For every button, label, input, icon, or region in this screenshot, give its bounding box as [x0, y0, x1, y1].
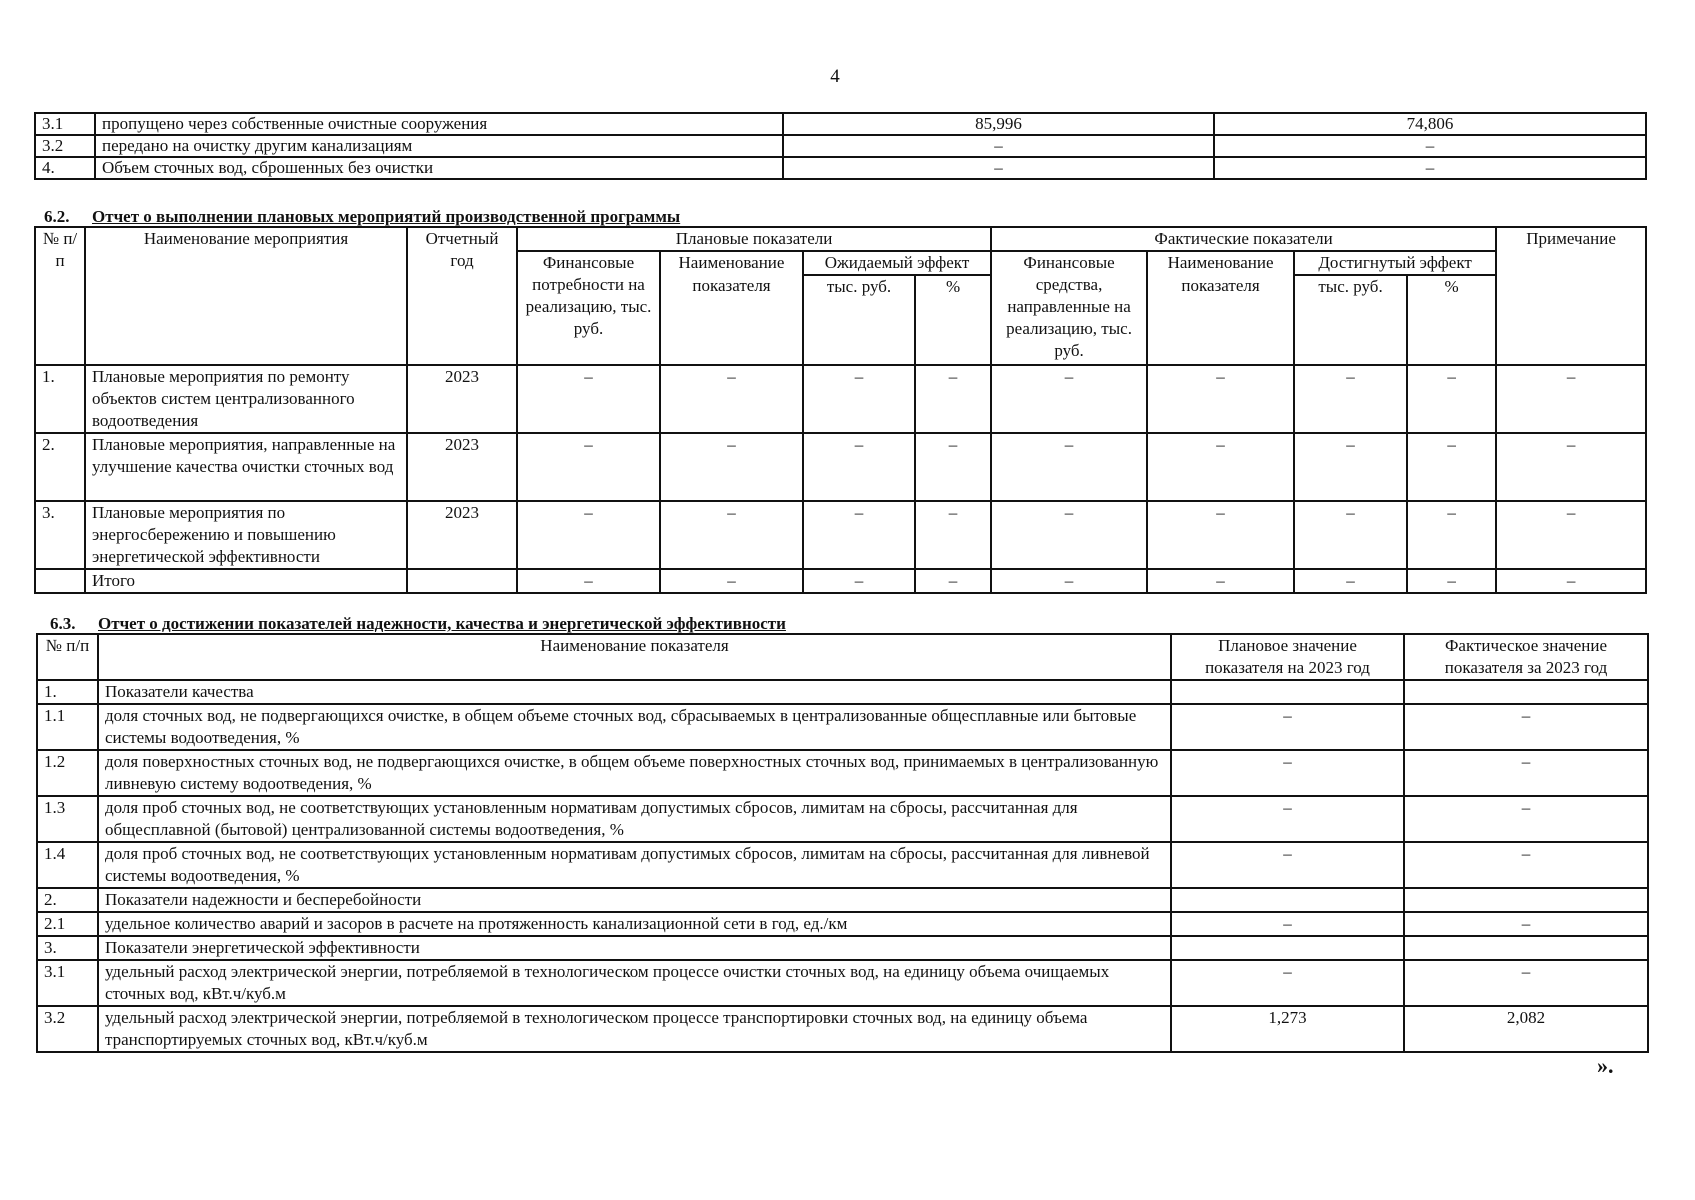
row-name: доля сточных вод, не подвергающихся очистке, в общем объеме сточных вод, сбрасываемых в централизованные общесплавные или бытовые системы водоотведения, % — [98, 704, 1171, 750]
cell-value: – — [1147, 365, 1294, 433]
table-row — [35, 135, 1646, 157]
cell-value: – — [915, 501, 991, 569]
row-number: 2. — [37, 888, 98, 912]
row-number: 2.1 — [37, 912, 98, 936]
fact-value: – — [1214, 157, 1646, 179]
header-num: № п/п — [37, 634, 98, 680]
header-plan-finance: Финансовые потребности на реализацию, тыс. руб. — [517, 251, 660, 365]
cell-value: – — [1294, 365, 1407, 433]
row-number: 3. — [37, 936, 98, 960]
section-63-title — [50, 614, 786, 634]
header-fact-effect-pct: % — [1407, 275, 1496, 365]
cell-value: – — [1294, 501, 1407, 569]
row-name: Плановые мероприятия, направленные на улучшение качества очистки сточных вод — [85, 433, 407, 501]
header-plan-effect: Ожидаемый эффект — [803, 251, 991, 275]
row-name: удельное количество аварий и засоров в расчете на протяженность канализационной сети в год, ед./км — [98, 912, 1171, 936]
fact-value — [1404, 936, 1648, 960]
table-row — [37, 960, 1648, 1006]
page-number: 4 — [830, 66, 840, 87]
cell-value: – — [1496, 501, 1646, 569]
table-row — [35, 365, 1646, 433]
row-name: Показатели качества — [98, 680, 1171, 704]
cell-value: – — [517, 365, 660, 433]
plan-value: – — [1171, 750, 1404, 796]
row-number: 1.3 — [37, 796, 98, 842]
row-number: 1.4 — [37, 842, 98, 888]
header-plan-indicator-l2: показателя — [660, 275, 803, 365]
cell-value: – — [803, 501, 915, 569]
header-fact-indicator-l2: показателя — [1147, 275, 1294, 365]
row-name: Плановые мероприятия по ремонту объектов систем централизованного водоотведения — [85, 365, 407, 433]
total-row — [35, 569, 1646, 593]
cell-value: – — [1294, 569, 1407, 593]
section-title-text: Отчет о выполнении плановых мероприятий производственной программы — [92, 207, 681, 226]
row-name: удельный расход электрической энергии, потребляемой в технологическом процессе очистки сточных вод, на единицу объема очищаемых сточных вод, кВт.ч/куб.м — [98, 960, 1171, 1006]
cell-value: – — [660, 433, 803, 501]
cell-value: – — [803, 569, 915, 593]
plan-value: – — [1171, 960, 1404, 1006]
plan-value — [1171, 936, 1404, 960]
fact-value — [1404, 888, 1648, 912]
table-row — [37, 750, 1648, 796]
fact-value: – — [1214, 135, 1646, 157]
cell-value: – — [1496, 433, 1646, 501]
plan-value: – — [1171, 912, 1404, 936]
fact-value: – — [1404, 960, 1648, 1006]
header-plan: Плановое значение показателя на 2023 год — [1171, 634, 1404, 680]
header-plan-effect-pct: % — [915, 275, 991, 365]
section-62-title — [44, 207, 680, 227]
header-fact-group: Фактические показатели — [991, 227, 1496, 251]
cell-value: – — [660, 569, 803, 593]
cell-value: – — [1147, 501, 1294, 569]
table-row — [35, 433, 1646, 501]
cell-value: – — [1496, 365, 1646, 433]
cell-value: – — [1407, 433, 1496, 501]
cell-value: – — [1147, 433, 1294, 501]
plan-value: 85,996 — [783, 113, 1214, 135]
row-number: 3.2 — [35, 135, 95, 157]
cell-value: – — [991, 501, 1147, 569]
plan-value: 1,273 — [1171, 1006, 1404, 1052]
row-number: 1. — [37, 680, 98, 704]
header-row — [35, 227, 1646, 251]
section-number: 6.2. — [44, 207, 70, 226]
header-fact-effect-rub: тыс. руб. — [1294, 275, 1407, 365]
plan-value: – — [1171, 796, 1404, 842]
table-row — [35, 113, 1646, 135]
cell-value: – — [991, 365, 1147, 433]
row-name: удельный расход электрической энергии, потребляемой в технологическом процессе транспортировки сточных вод, на единицу объема транспортируемых сточных вод, кВт.ч/куб.м — [98, 1006, 1171, 1052]
header-fact: Фактическое значение показателя за 2023 год — [1404, 634, 1648, 680]
cell-value: – — [991, 569, 1147, 593]
plan-value: – — [783, 135, 1214, 157]
table-row — [37, 842, 1648, 888]
fact-value: 74,806 — [1214, 113, 1646, 135]
header-fact-finance: Финансовые средства, направленные на реализацию, тыс. руб. — [991, 251, 1147, 365]
cell-value: – — [991, 433, 1147, 501]
table-row — [37, 936, 1648, 960]
row-name: доля поверхностных сточных вод, не подвергающихся очистке, в общем объеме поверхностных сточных вод, принимаемых в централизованную ливневую систему водоотведения, % — [98, 750, 1171, 796]
header-name: Наименование мероприятия — [85, 227, 407, 365]
fact-value: 2,082 — [1404, 1006, 1648, 1052]
plan-value: – — [1171, 842, 1404, 888]
row-year: 2023 — [407, 433, 517, 501]
row-name: Показатели энергетической эффективности — [98, 936, 1171, 960]
cell-value: – — [803, 365, 915, 433]
fact-value — [1404, 680, 1648, 704]
header-fact-effect: Достигнутый эффект — [1294, 251, 1496, 275]
fact-value: – — [1404, 704, 1648, 750]
header-plan-group: Плановые показатели — [517, 227, 991, 251]
cell-value: – — [660, 365, 803, 433]
header-note-cell — [1496, 251, 1646, 365]
plan-value — [1171, 888, 1404, 912]
row-number: 3. — [35, 501, 85, 569]
row-name: пропущено через собственные очистные сооружения — [95, 113, 783, 135]
indicators-table — [36, 633, 1649, 1053]
table-row — [37, 796, 1648, 842]
table-row — [35, 501, 1646, 569]
row-name: доля проб сточных вод, не соответствующих установленным нормативам допустимых сбросов, лимитам на сбросы, рассчитанная для общесплавной (бытовой) централизованной системы водоотведения, % — [98, 796, 1171, 842]
wastewater-volume-table — [34, 112, 1647, 180]
cell-value: – — [915, 569, 991, 593]
header-plan-indicator-l1: Наименование — [660, 251, 803, 275]
row-number: 1.2 — [37, 750, 98, 796]
table-row — [37, 680, 1648, 704]
header-num: № п/п — [35, 227, 85, 365]
fact-value: – — [1404, 796, 1648, 842]
row-number: 1.1 — [37, 704, 98, 750]
plan-value — [1171, 680, 1404, 704]
cell-value: – — [1407, 501, 1496, 569]
cell-value: – — [517, 433, 660, 501]
row-name: передано на очистку другим канализациям — [95, 135, 783, 157]
cell-value: – — [517, 501, 660, 569]
cell-value: – — [660, 501, 803, 569]
table-row — [37, 888, 1648, 912]
header-fact-indicator-l1: Наименование — [1147, 251, 1294, 275]
row-year: 2023 — [407, 501, 517, 569]
fact-value: – — [1404, 912, 1648, 936]
plan-value: – — [783, 157, 1214, 179]
header-plan-effect-rub: тыс. руб. — [803, 275, 915, 365]
row-number: 3.1 — [37, 960, 98, 1006]
total-label: Итого — [85, 569, 407, 593]
header-year: Отчетный год — [407, 227, 517, 365]
cell-value: – — [517, 569, 660, 593]
table-row — [35, 157, 1646, 179]
header-note: Примечание — [1496, 227, 1646, 251]
row-year: 2023 — [407, 365, 517, 433]
row-name: Показатели надежности и бесперебойности — [98, 888, 1171, 912]
table-row — [37, 1006, 1648, 1052]
row-name: Плановые мероприятия по энергосбережению и повышению энергетической эффективности — [85, 501, 407, 569]
cell-value: – — [1407, 365, 1496, 433]
row-number: 3.1 — [35, 113, 95, 135]
cell-value: – — [915, 365, 991, 433]
cell-value: – — [1407, 569, 1496, 593]
closing-quote-mark: ». — [1597, 1053, 1614, 1078]
row-number — [35, 569, 85, 593]
section-title-text: Отчет о достижении показателей надежности, качества и энергетической эффективности — [98, 614, 786, 633]
planned-measures-table — [34, 226, 1647, 594]
row-number: 3.2 — [37, 1006, 98, 1052]
header-name: Наименование показателя — [98, 634, 1171, 680]
plan-value: – — [1171, 704, 1404, 750]
cell-value: – — [1147, 569, 1294, 593]
section-number: 6.3. — [50, 614, 76, 633]
table-row — [37, 704, 1648, 750]
table-row — [37, 912, 1648, 936]
header-row — [37, 634, 1648, 680]
cell-value: – — [1496, 569, 1646, 593]
row-number: 2. — [35, 433, 85, 501]
row-name: Объем сточных вод, сброшенных без очистки — [95, 157, 783, 179]
cell-value: – — [1294, 433, 1407, 501]
cell-value: – — [915, 433, 991, 501]
cell-value: – — [803, 433, 915, 501]
fact-value: – — [1404, 842, 1648, 888]
row-number: 1. — [35, 365, 85, 433]
row-number: 4. — [35, 157, 95, 179]
fact-value: – — [1404, 750, 1648, 796]
row-name: доля проб сточных вод, не соответствующих установленным нормативам допустимых сбросов, лимитам на сбросы, рассчитанная для ливневой системы водоотведения, % — [98, 842, 1171, 888]
row-year — [407, 569, 517, 593]
